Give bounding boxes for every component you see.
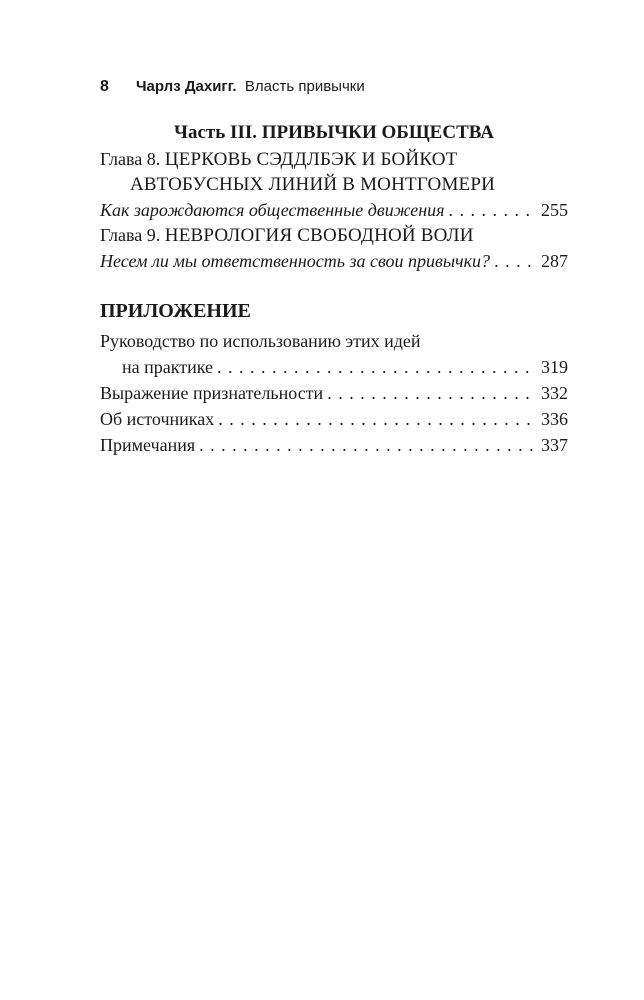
chapter-9-title-line [100,223,568,248]
running-header [100,78,568,96]
appendix-entry-2-page: 332 [541,383,568,403]
page-number: 8 [100,78,109,95]
chapter-9-label: Глава 9. [100,225,161,245]
chapter-8-title-part-2: АВТОБУСНЫХ ЛИНИЙ В МОНТГОМЕРИ [130,174,496,195]
appendix-entry-2-text: Выражение признательности [100,383,324,403]
appendix-entry-1-line-1: Руководство по использованию этих идей [100,331,421,351]
appendix-entry-4-text: Примечания [100,435,196,455]
chapter-9-page: 287 [541,251,568,271]
dot-leader [449,197,538,223]
appendix-heading: ПРИЛОЖЕНИЕ [100,300,251,322]
book-title: Власть привычки [244,78,365,95]
dot-leader [218,406,537,432]
appendix-entry-4-row[interactable] [100,432,568,458]
book-page [100,78,568,458]
appendix-entry-1-row[interactable] [100,354,568,380]
appendix-entry-1-page: 319 [541,357,568,377]
appendix-entry-1-line-2: на практике [122,357,214,377]
chapter-8-subtitle: Как зарождаются общественные движения [100,200,445,220]
appendix-entry-3-page: 336 [541,409,568,429]
dot-leader [494,248,537,274]
appendix-entry-3-row[interactable] [100,406,568,432]
appendix-entry-2-row[interactable] [100,380,568,406]
chapter-8-title-part-1: ЦЕРКОВЬ СЭДДЛБЭК И БОЙКОТ [164,149,458,170]
chapter-8-title-line-1 [100,147,568,172]
chapter-8-title-line-2 [100,172,568,197]
chapter-8-label: Глава 8. [100,149,161,169]
dot-leader [199,432,537,458]
chapter-9-title: НЕВРОЛОГИЯ СВОБОДНОЙ ВОЛИ [164,225,474,246]
part-heading: Часть III. ПРИВЫЧКИ ОБЩЕСТВА [174,122,494,143]
chapter-9-subtitle-row[interactable] [100,248,568,274]
appendix-entry-4-page: 337 [541,435,568,455]
author-name: Чарлз Дахигг. [136,78,237,95]
appendix-entry-3-text: Об источниках [100,409,215,429]
chapter-9-subtitle: Несем ли мы ответственность за свои привычки? [100,251,491,271]
dot-leader [217,354,537,380]
chapter-8-page: 255 [541,200,568,220]
chapter-8-subtitle-row[interactable] [100,197,568,223]
dot-leader [327,380,537,406]
